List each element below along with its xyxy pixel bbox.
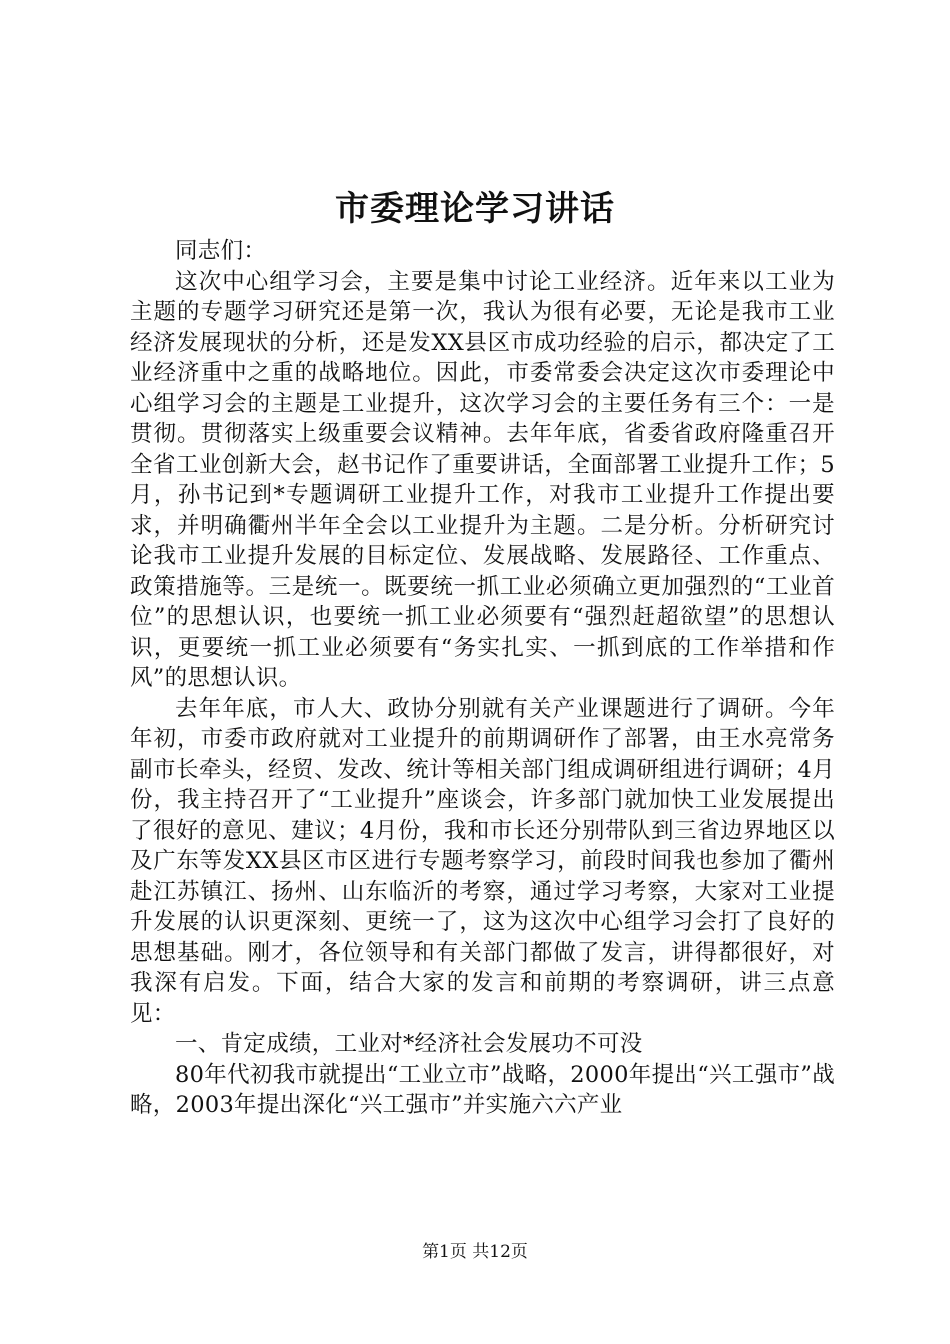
body-paragraph-3: 80年代初我市就提出“工业立市”战略，2000年提出“兴工强市”战略，2003年提出深化“兴工强市”并实施六六产业 — [130, 1061, 835, 1118]
document-body — [130, 236, 835, 1121]
section-heading: 一、肯定成绩，工业对*经济社会发展功不可没 — [175, 1031, 643, 1057]
page-number: 第1页 共12页 — [422, 1242, 528, 1262]
salutation: 同志们： — [175, 238, 267, 264]
document-title: 市委理论学习讲话 — [335, 189, 615, 229]
body-paragraph-1: 这次中心组学习会，主要是集中讨论工业经济。近年来以工业为主题的专题学习研究还是第一次，我认为很有必要，无论是我市工业经济发展现状的分析，还是发XX县区市成功经验的启示，都决定了工业经济重中之重的战略地位。因此，市委常委会决定这次市委理论中心组学习会的主题是工业提升，这次学习会的主要任务有三个：一是贯彻。贯彻落实上级重要会议精神。去年年底，省委省政府隆重召开全省工业创新大会，赵书记作了重要讲话，全面部署工业提升工作；5月，孙书记到*专题调研工业提升工作，对我市工业提升工作提出要求，并明确衢州半年全会以工业提升为主题。二是分析。分析研究讨论我市工业提升发展的目标定位、发展战略、发展路径、工作重点、政策措施等。三是统一。既要统一抓工业必须确立更加强烈的“工业首位”的思想认识，也要统一抓工业必须要有“强烈赶超欲望”的思想认识，更要统一抓工业必须要有“务实扎实、一抓到底的工作举措和作风”的思想认识。 — [130, 268, 835, 691]
body-paragraph-2: 去年年底，市人大、政协分别就有关产业课题进行了调研。今年年初，市委市政府就对工业提升的前期调研作了部署，由王水亮常务副市长牵头，经贸、发改、统计等相关部门组成调研组进行调研；4月份，我主持召开了“工业提升”座谈会，许多部门就加快工业发展提出了很好的意见、建议；4月份，我和市长还分别带队到三省边界地区以及广东等发XX县区市区进行专题考察学习，前段时间我也参加了衢州赴江苏镇江、扬州、山东临沂的考察，通过学习考察，大家对工业提升发展的认识更深刻、更统一了，这为这次中心组学习会打了良好的思想基础。刚才，各位领导和有关部门都做了发言，讲得都很好，对我深有启发。下面，结合大家的发言和前期的考察调研，讲三点意见： — [130, 695, 835, 1027]
